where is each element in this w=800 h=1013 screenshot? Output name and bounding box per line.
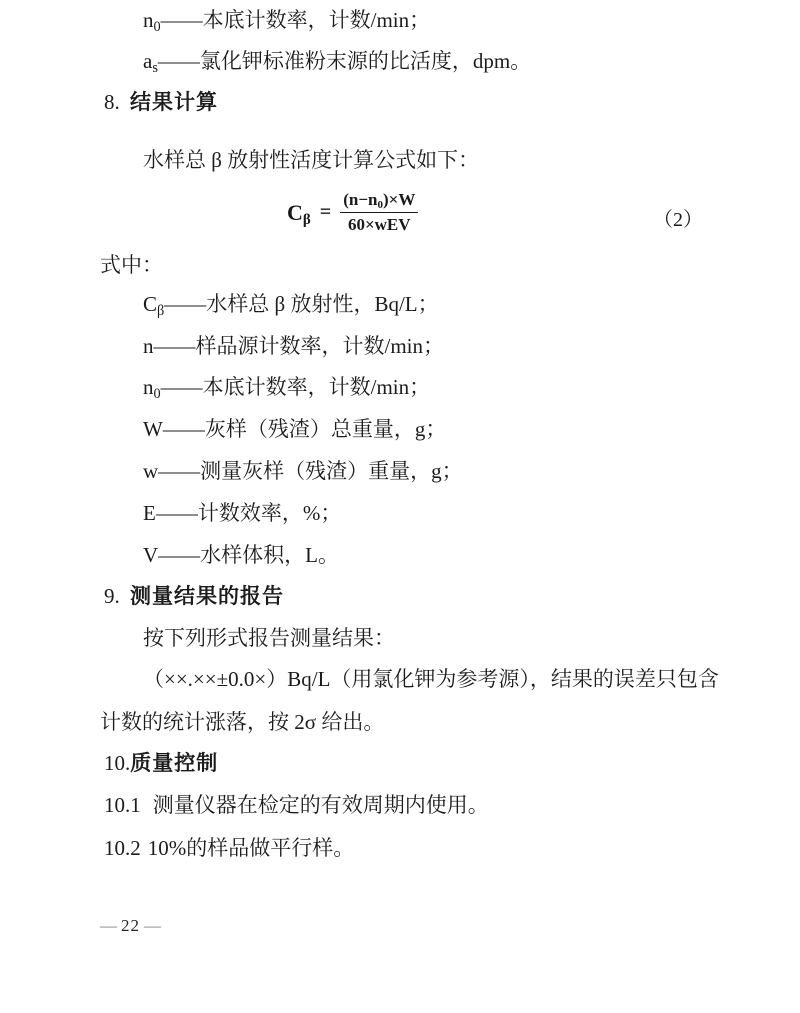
symbol-cbeta-base: C xyxy=(143,292,158,316)
page-footer xyxy=(100,916,161,936)
footer-left-dash: — xyxy=(100,916,117,935)
formula-total-beta xyxy=(287,190,418,235)
section-number: 9. xyxy=(104,584,120,608)
paragraph-report-intro: 按下列形式报告测量结果： xyxy=(143,626,395,650)
numerator-part1: (n−n xyxy=(343,190,378,209)
formula-fraction xyxy=(340,190,418,235)
definition-text: ——本底计数率，计数/min； xyxy=(160,8,431,32)
formula-lhs-base: C xyxy=(287,199,303,225)
paragraph-report-format-line2: 计数的统计涨落，按 2σ 给出。 xyxy=(100,710,385,734)
symbol-cbeta-subscript: β xyxy=(157,302,165,319)
definition-line-n0-top xyxy=(143,7,430,33)
numerator-part2: )×W xyxy=(382,190,416,209)
paragraph-10-1 xyxy=(104,792,489,818)
definition-line-n0 xyxy=(143,374,430,400)
symbol-as-base: a xyxy=(143,49,153,73)
definition-line-cbeta xyxy=(143,291,439,317)
definition-line-w: w——测量灰样（残渣）重量，g； xyxy=(143,459,463,483)
section-heading-8 xyxy=(104,89,218,116)
symbol-as-subscript: s xyxy=(152,59,158,76)
section-title: 测量结果的报告 xyxy=(130,585,284,608)
clause-number: 10.1 xyxy=(104,793,141,817)
symbol-n0-base: n xyxy=(143,375,154,399)
section-number: 8. xyxy=(104,90,120,114)
symbol-n0-subscript: 0 xyxy=(153,18,161,35)
section-heading-10 xyxy=(104,750,218,777)
section-number: 10. xyxy=(104,751,131,775)
paragraph-shizhong: 式中： xyxy=(100,253,163,277)
clause-text: 10%的样品做平行样。 xyxy=(147,836,355,860)
paragraph-formula-intro: 水样总 β 放射性活度计算公式如下： xyxy=(143,148,480,172)
definition-line-as xyxy=(143,48,531,74)
numerator-subscript: 0 xyxy=(377,199,383,212)
section-heading-9 xyxy=(104,583,284,610)
definition-line-W: W——灰样（残渣）总重量，g； xyxy=(143,417,447,441)
equation-number: （2） xyxy=(653,209,703,231)
definition-text: ——水样总 β 放射性，Bq/L； xyxy=(164,292,439,316)
formula-lhs xyxy=(287,200,311,226)
paragraph-10-2 xyxy=(104,835,354,861)
paragraph-report-format-line1: （××.××±0.0×）Bq/L（用氯化钾为参考源），结果的误差只包含 xyxy=(143,667,719,691)
footer-right-dash: — xyxy=(144,916,161,935)
definition-text: ——氯化钾标准粉末源的比活度，dpm。 xyxy=(157,49,532,73)
symbol-n0-subscript: 0 xyxy=(153,385,161,402)
definition-line-V: V——水样体积，L。 xyxy=(143,543,339,567)
definition-text: ——本底计数率，计数/min； xyxy=(160,375,431,399)
section-title: 质量控制 xyxy=(130,752,219,775)
definition-line-n: n——样品源计数率，计数/min； xyxy=(143,334,445,358)
definition-line-E: E——计数效率，%； xyxy=(143,501,342,525)
fraction-numerator xyxy=(340,190,418,213)
page-number: 22 xyxy=(121,916,140,935)
section-title: 结果计算 xyxy=(130,91,218,114)
fraction-denominator: 60×wEV xyxy=(347,215,411,234)
equals-sign: = xyxy=(319,201,332,223)
clause-number: 10.2 xyxy=(104,836,141,860)
clause-text: 测量仪器在检定的有效周期内使用。 xyxy=(152,793,489,817)
symbol-n0-base: n xyxy=(143,8,154,32)
formula-lhs-subscript: β xyxy=(302,211,311,228)
